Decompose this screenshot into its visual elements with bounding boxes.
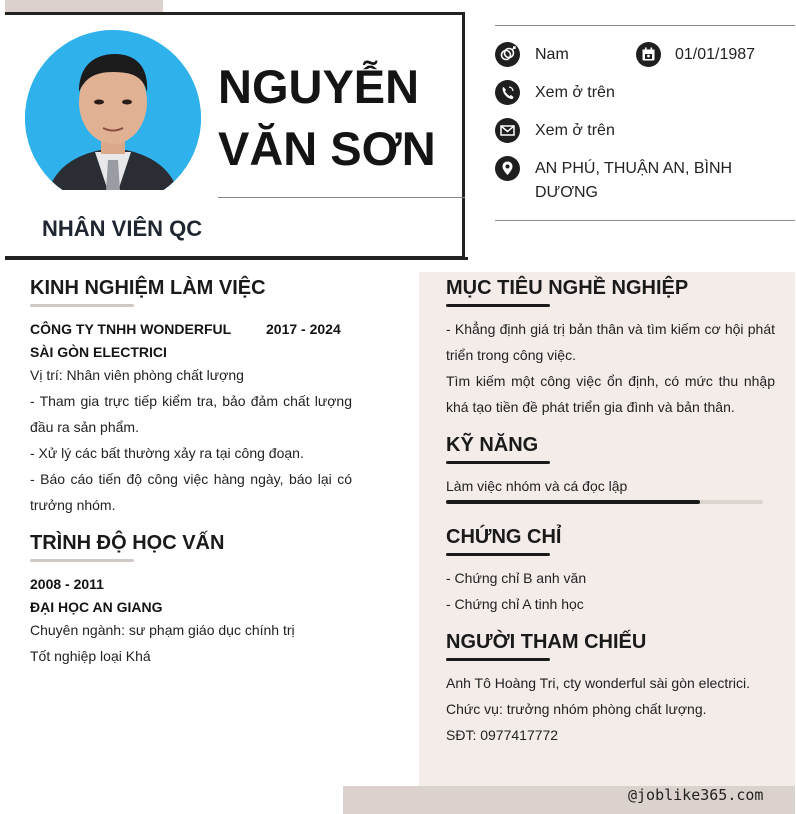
- objective-underline: [446, 304, 550, 307]
- education-grade: Tốt nghiệp loại Khá: [30, 648, 151, 664]
- skills-underline: [446, 461, 550, 464]
- skills-title: KỸ NĂNG: [446, 434, 539, 456]
- gender-value: Nam: [535, 46, 569, 63]
- objective-line: Tìm kiếm một công việc ổn định, có mức thu nhập khá tạo tiền đề phát triển gia đình và bản thân.: [446, 373, 775, 415]
- name-line-1: NGUYỄN: [218, 60, 420, 113]
- objective-title: MỤC TIÊU NGHỀ NGHIỆP: [446, 277, 689, 299]
- reference-list: [446, 670, 750, 748]
- experience-duty: - Báo cáo tiến độ công việc hàng ngày, báo lại có trưởng nhóm.: [30, 471, 352, 513]
- phone-icon: [495, 80, 520, 105]
- references-title: NGƯỜI THAM CHIẾU: [446, 631, 647, 653]
- references-underline: [446, 658, 550, 661]
- experience-company: CÔNG TY TNHH WONDERFUL SÀI GÒN ELECTRICI: [30, 321, 231, 360]
- contact-divider-top: [495, 25, 795, 26]
- reference-line: SĐT: 0977417772: [446, 727, 559, 743]
- experience-period: 2017 - 2024: [266, 321, 341, 337]
- education-period: 2008 - 2011: [30, 576, 104, 592]
- email-value: Xem ở trên: [535, 122, 615, 139]
- skill-level-bar: [446, 500, 763, 504]
- job-title: NHÂN VIÊN QC: [42, 216, 203, 241]
- education-underline: [30, 559, 134, 562]
- experience-duty: - Tham gia trực tiếp kiểm tra, bảo đảm chất lượng đầu ra sản phẩm.: [30, 393, 352, 435]
- calendar-icon: [636, 42, 661, 67]
- mail-icon: [495, 118, 520, 143]
- certificates-title: CHỨNG CHỈ: [446, 526, 562, 548]
- address-value: AN PHÚ, THUẬN AN, BÌNH DƯƠNG: [535, 160, 733, 201]
- profile-photo: [25, 30, 201, 206]
- education-title: TRÌNH ĐỘ HỌC VẤN: [30, 532, 225, 554]
- education-school: ĐẠI HỌC AN GIANG: [30, 599, 163, 615]
- education-major: Chuyên ngành: sư phạm giáo dục chính trị: [30, 622, 295, 638]
- header-frame-bottom: [5, 257, 468, 260]
- footer-watermark: @joblike365.com: [628, 786, 764, 804]
- reference-line: Chức vụ: trưởng nhóm phòng chất lượng.: [446, 701, 707, 717]
- person-portrait-icon: [25, 30, 201, 206]
- experience-duty: - Xử lý các bất thường xảy ra tại công đoạn.: [30, 445, 304, 461]
- contact-divider-bottom: [495, 220, 795, 221]
- experience-title: KINH NGHIỆM LÀM VIỆC: [30, 277, 266, 299]
- gender-icon: [495, 42, 520, 67]
- certificate-item: - Chứng chỉ A tinh học: [446, 596, 584, 612]
- candidate-name: [218, 56, 463, 180]
- location-pin-icon: [495, 156, 520, 181]
- certificate-list: [446, 565, 586, 617]
- experience-details: [30, 362, 352, 518]
- name-divider: [218, 197, 465, 198]
- reference-line: Anh Tô Hoàng Tri, cty wonderful sài gòn electrici.: [446, 675, 751, 691]
- certificates-underline: [446, 553, 550, 556]
- experience-underline: [30, 304, 134, 307]
- skill-level-fill: [446, 500, 700, 504]
- skill-name: Làm việc nhóm và cá đọc lập: [446, 478, 628, 494]
- phone-value: Xem ở trên: [535, 84, 615, 101]
- objective-line: - Khẳng định giá trị bản thân và tìm kiếm cơ hội phát triển trong công việc.: [446, 321, 775, 363]
- birthday-value: 01/01/1987: [675, 46, 756, 63]
- certificate-item: - Chứng chỉ B anh văn: [446, 570, 587, 586]
- objective-text: [446, 316, 775, 420]
- name-line-2: VĂN SƠN: [218, 122, 436, 175]
- experience-position: Vị trí: Nhân viên phòng chất lượng: [30, 367, 244, 383]
